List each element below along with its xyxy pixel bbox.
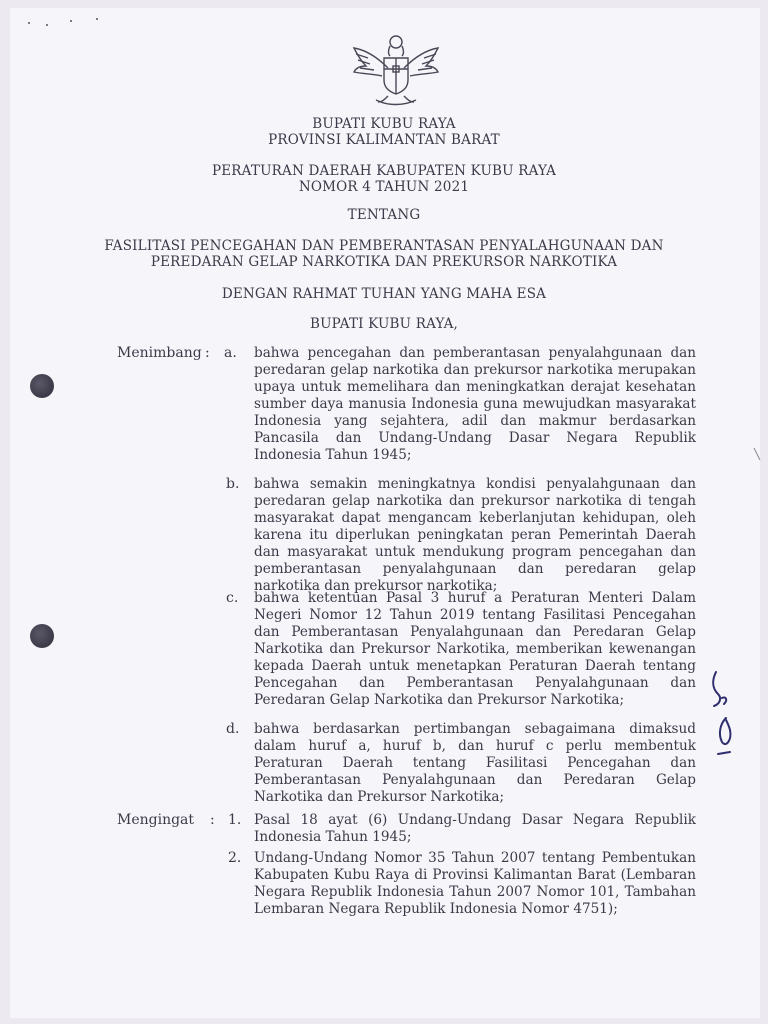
regulation-title: PERATURAN DAERAH KABUPATEN KUBU RAYA [211,163,557,179]
header-line-1: BUPATI KUBU RAYA [312,116,456,132]
authority-line: BUPATI KUBU RAYA, [309,316,459,332]
subject-line-2: PEREDARAN GELAP NARKOTIKA DAN PREKURSOR NARKOTIKA [150,254,618,270]
considering-item-a: bahwa pencegahan dan pemberantasan penyalahgunaan dan peredaran gelap narkotika dan prekursor narkotika merupakan upaya untuk memelihara dan meningkatkan derajat kesehatan sumber daya manusia Indonesia guna mewujudkan masyarakat Indonesia yang sejahtera, adil dan makmur berdasarkan Pancasila dan Undang-Undang Dasar Negara Republik Indonesia Tahun 1945; [254,345,696,463]
punch-hole [30,374,54,398]
menimbang-label: Menimbang [117,345,202,361]
item-marker: 1. [228,812,242,828]
menimbang-colon: : [205,345,210,361]
recalling-item-1: Pasal 18 ayat (6) Undang-Undang Dasar Negara Republik Indonesia Tahun 1945; [254,812,696,845]
about-heading: TENTANG [347,207,421,223]
speck [28,22,30,24]
blessing-line: DENGAN RAHMAT TUHAN YANG MAHA ESA [221,286,547,302]
considering-item-d: bahwa berdasarkan pertimbangan sebagaimana dimaksud dalam huruf a, huruf b, dan huruf c perlu membentuk Peraturan Daerah tentang Fasilitasi Pencegahan dan Pemberantasan Penyalahgunaan dan Peredaran Gelap Narkotika dan Prekursor Narkotika; [254,721,696,805]
mengingat-label: Mengingat [117,812,195,828]
item-marker: 2. [228,850,242,866]
item-marker: c. [226,590,239,606]
scan-mark-icon [752,446,762,462]
handwritten-initials-icon [706,668,740,758]
punch-hole [30,624,54,648]
recalling-item-2: Undang-Undang Nomor 35 Tahun 2007 tentang Pembentukan Kabupaten Kubu Raya di Provinsi Kalimantan Barat (Lembaran Negara Republik Indonesia Tahun 2007 Nomor 101, Tambahan Lembaran Negara Republik Indonesia Nomor 4751); [254,850,696,917]
item-marker: a. [224,345,237,361]
speck [96,18,98,20]
considering-item-b: bahwa semakin meningkatnya kondisi penyalahgunaan dan peredaran gelap narkotika dan prekursor narkotika di tengah masyarakat dapat mengancam keberlanjutan kehidupan, oleh karena itu diperlukan peningkatan peran Pemerintah Daerah dan masyarakat untuk mendukung program pencegahan dan pemberantasan penyalahgunaan dan peredaran gelap narkotika dan prekursor narkotika; [254,476,696,594]
subject-line-1: FASILITASI PENCEGAHAN DAN PEMBERANTASAN PENYALAHGUNAAN DAN [104,238,664,254]
garuda-emblem-icon [348,28,444,108]
mengingat-colon: : [210,812,215,828]
item-marker: b. [226,476,240,492]
speck [70,20,72,22]
header-line-2: PROVINSI KALIMANTAN BARAT [268,132,500,148]
speck [46,24,48,26]
item-marker: d. [226,721,240,737]
considering-item-c: bahwa ketentuan Pasal 3 huruf a Peraturan Menteri Dalam Negeri Nomor 12 Tahun 2019 tentang Fasilitasi Pencegahan dan Pemberantasan Penyalahgunaan dan Peredaran Gelap Narkotika dan Prekursor Narkotika, memberikan kewenangan kepada Daerah untuk menetapkan Peraturan Daerah tentang Pencegahan dan Pemberantasan Penyalahgunaan dan Peredaran Gelap Narkotika dan Prekursor Narkotika; [254,590,696,708]
regulation-number: NOMOR 4 TAHUN 2021 [298,179,470,195]
